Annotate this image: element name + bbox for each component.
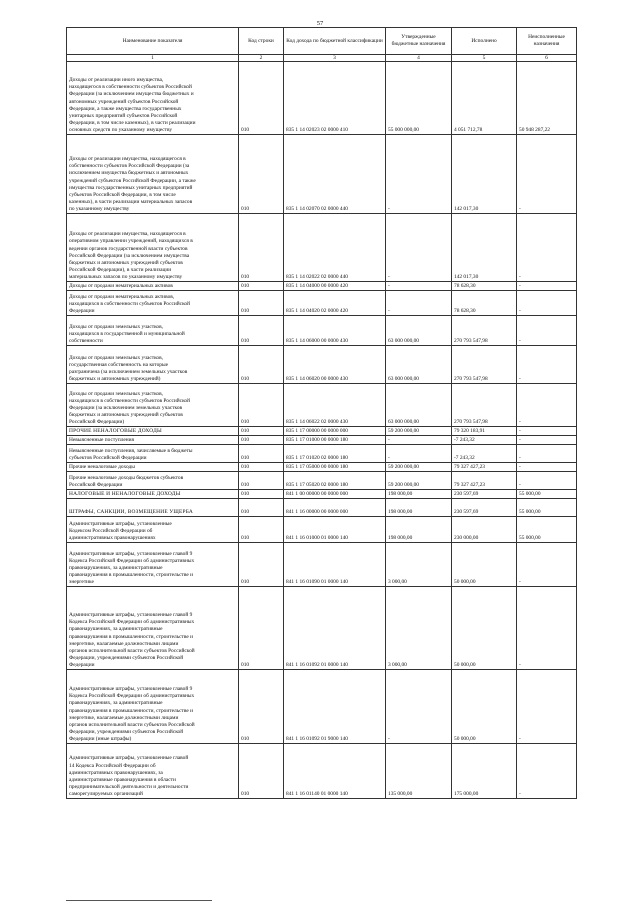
row-budget-code: 841 1 16 00000 00 0000 000	[284, 499, 386, 517]
row-approved: 3 000,00	[386, 543, 452, 587]
column-number: 2	[239, 55, 284, 62]
table-row	[67, 62, 577, 135]
header-name: Наименование показателя	[67, 28, 239, 55]
row-name: Невыясненные поступления, зачисляемые в бюджеты субъектов Российской Федерации	[67, 445, 239, 463]
row-executed: 50 000,00	[452, 587, 517, 670]
row-line-code: 010	[239, 427, 284, 436]
column-number: 4	[386, 55, 452, 62]
row-line-code: 010	[239, 62, 284, 135]
row-line-code: 010	[239, 499, 284, 517]
row-executed: 78 628,30	[452, 291, 517, 316]
footnote-divider	[66, 900, 212, 901]
row-executed: 79 327 427,23	[452, 463, 517, 472]
column-number: 6	[517, 55, 577, 62]
table-row	[67, 282, 577, 291]
table-row	[67, 316, 577, 346]
table-row	[67, 490, 577, 499]
row-executed: 50 000,00	[452, 543, 517, 587]
table-row	[67, 427, 577, 436]
row-budget-code: 841 1 16 01000 01 0000 140	[284, 517, 386, 543]
column-number: 1	[67, 55, 239, 62]
row-name: Доходы от продажи земельных участков, находящихся в государственной и муниципальной собственности	[67, 316, 239, 346]
table-row	[67, 291, 577, 316]
row-budget-code: 835 1 17 00000 00 0000 000	[284, 427, 386, 436]
row-name: ПРОЧИЕ НЕНАЛОГОВЫЕ ДОХОДЫ	[67, 427, 239, 436]
row-approved: 198 000,00	[386, 517, 452, 543]
row-name: Доходы от продажи земельных участков, государственная собственность на которые разграничена (за исключением земельных участков бюджетных и автономных учреждений)	[67, 346, 239, 384]
row-budget-code: 835 1 14 04020 02 0000 420	[284, 291, 386, 316]
row-executed: 230 597,69	[452, 490, 517, 499]
page-number: 57	[316, 20, 324, 27]
row-line-code: 010	[239, 472, 284, 490]
row-line-code: 010	[239, 346, 284, 384]
row-unexecuted: -	[517, 316, 577, 346]
row-approved: 198 000,00	[386, 499, 452, 517]
row-name: ШТРАФЫ, САНКЦИИ, ВОЗМЕЩЕНИЕ УЩЕРБА	[67, 499, 239, 517]
row-executed: 50 000,00	[452, 670, 517, 744]
row-line-code: 010	[239, 282, 284, 291]
row-unexecuted: 55 000,00	[517, 490, 577, 499]
row-line-code: 010	[239, 587, 284, 670]
row-executed: 78 628,30	[452, 282, 517, 291]
row-unexecuted: -	[517, 346, 577, 384]
header-executed: Исполнено	[452, 28, 517, 55]
table-row	[67, 744, 577, 799]
table-row	[67, 463, 577, 472]
row-budget-code: 841 1 00 00000 00 0000 000	[284, 490, 386, 499]
row-approved: -	[386, 282, 452, 291]
header-line-code: Код строки	[239, 28, 284, 55]
row-budget-code: 835 1 14 02070 02 0000 440	[284, 135, 386, 214]
row-executed: 4 051 712,78	[452, 62, 517, 135]
row-executed: 270 793 547,98	[452, 384, 517, 427]
row-unexecuted: -	[517, 282, 577, 291]
table-row	[67, 445, 577, 463]
header-unexecuted: Неисполненные назначения	[517, 28, 577, 55]
table-row	[67, 517, 577, 543]
row-name: Невыясненные поступления	[67, 436, 239, 445]
row-budget-code: 841 1 16 01092 01 0000 140	[284, 587, 386, 670]
row-unexecuted: -	[517, 384, 577, 427]
row-unexecuted: -	[517, 744, 577, 799]
row-line-code: 010	[239, 744, 284, 799]
row-line-code: 010	[239, 670, 284, 744]
row-name: Административные штрафы, установленные Кодексом Российской Федерации об административных правонарушениях	[67, 517, 239, 543]
report-table	[66, 27, 577, 799]
row-name: Административные штрафы, установленные главой 14 Кодекса Российской Федерации об административных правонарушениях, за административные правонарушения в области предпринимательской деятельности и деятельности саморегулируемых организаций	[67, 744, 239, 799]
header-approved: Утвержденные бюджетные назначения	[386, 28, 452, 55]
row-executed: -7 243,32	[452, 436, 517, 445]
row-approved: -	[386, 436, 452, 445]
row-line-code: 010	[239, 384, 284, 427]
table-row	[67, 384, 577, 427]
row-approved: 55 000 000,00	[386, 62, 452, 135]
row-unexecuted: 50 948 287,22	[517, 62, 577, 135]
row-unexecuted: -	[517, 135, 577, 214]
row-line-code: 010	[239, 517, 284, 543]
row-budget-code: 835 1 14 06022 02 0000 430	[284, 384, 386, 427]
row-executed: 230 597,69	[452, 499, 517, 517]
row-approved: -	[386, 291, 452, 316]
row-approved: 59 200 000,00	[386, 463, 452, 472]
row-name: Административные штрафы, установленные главой 9 Кодекса Российской Федерации об административных правонарушениях, за административные правонарушения в промышленности, строительстве и энергетике	[67, 543, 239, 587]
row-approved: -	[386, 214, 452, 282]
row-executed: 142 017,30	[452, 135, 517, 214]
row-approved: 59 200 000,00	[386, 427, 452, 436]
row-budget-code: 835 1 14 02022 02 0000 440	[284, 214, 386, 282]
row-unexecuted: -	[517, 214, 577, 282]
table-row	[67, 670, 577, 744]
row-approved: -	[386, 445, 452, 463]
row-unexecuted: -	[517, 427, 577, 436]
row-executed: 79 327 427,23	[452, 472, 517, 490]
row-unexecuted: -	[517, 587, 577, 670]
row-budget-code: 841 1 16 01090 01 0000 140	[284, 543, 386, 587]
row-approved: -	[386, 670, 452, 744]
row-budget-code: 841 1 16 01140 01 0000 140	[284, 744, 386, 799]
row-unexecuted: -	[517, 472, 577, 490]
row-unexecuted: -	[517, 445, 577, 463]
row-executed: 230 000,00	[452, 517, 517, 543]
column-number-row	[67, 55, 577, 62]
row-approved: -	[386, 135, 452, 214]
row-unexecuted: 55 000,00	[517, 517, 577, 543]
row-approved: 63 000 000,00	[386, 346, 452, 384]
row-approved: 59 200 000,00	[386, 472, 452, 490]
row-unexecuted: -	[517, 670, 577, 744]
row-name: Административные штрафы, установленные главой 9 Кодекса Российской Федерации об административных правонарушениях, за административные правонарушения в промышленности, строительстве и энергетике, налагаемые должностными лицами органов исполнительной власти субъектов Российской Федерации, учреждениями субъектов Российской Федерации (иные штрафы)	[67, 670, 239, 744]
table-row	[67, 543, 577, 587]
table-row	[67, 346, 577, 384]
row-line-code: 010	[239, 445, 284, 463]
row-line-code: 010	[239, 135, 284, 214]
row-line-code: 010	[239, 214, 284, 282]
table-row	[67, 499, 577, 517]
column-number: 3	[284, 55, 386, 62]
row-budget-code: 841 1 16 01092 01 9000 140	[284, 670, 386, 744]
table-row	[67, 436, 577, 445]
row-approved: 198 000,00	[386, 490, 452, 499]
table-row	[67, 135, 577, 214]
row-unexecuted: -	[517, 436, 577, 445]
row-executed: -7 243,32	[452, 445, 517, 463]
row-unexecuted: 55 000,00	[517, 499, 577, 517]
table-body	[67, 62, 577, 799]
row-name: Прочие неналоговые доходы	[67, 463, 239, 472]
row-name: Доходы от продажи нематериальных активов, находящихся в собственности субъектов Российской Федерации	[67, 291, 239, 316]
header-budget-code: Код дохода по бюджетной классификации	[284, 28, 386, 55]
row-unexecuted: -	[517, 463, 577, 472]
row-line-code: 010	[239, 543, 284, 587]
table-row	[67, 587, 577, 670]
row-budget-code: 835 1 17 05020 02 0000 180	[284, 472, 386, 490]
row-executed: 270 793 547,98	[452, 316, 517, 346]
row-executed: 79 320 183,91	[452, 427, 517, 436]
row-budget-code: 835 1 14 02023 02 0000 410	[284, 62, 386, 135]
row-name: Доходы от реализации имущества, находящегося в оперативном управлении учреждений, находящихся в ведении органов государственной власти субъектов Российской Федерации (за исключением имущества бюджетных и автономных учреждений субъектов Российской Федерации), в части реализации материальных запасов по указанному имуществу	[67, 214, 239, 282]
row-executed: 142 017,30	[452, 214, 517, 282]
row-approved: 3 000,00	[386, 587, 452, 670]
row-budget-code: 835 1 14 04000 00 0000 420	[284, 282, 386, 291]
row-budget-code: 835 1 14 06000 00 0000 430	[284, 316, 386, 346]
column-number: 5	[452, 55, 517, 62]
table-row	[67, 472, 577, 490]
row-line-code: 010	[239, 463, 284, 472]
row-name: Доходы от продажи нематериальных активов	[67, 282, 239, 291]
row-unexecuted: -	[517, 291, 577, 316]
row-executed: 270 793 547,98	[452, 346, 517, 384]
row-approved: 63 000 000,00	[386, 384, 452, 427]
row-line-code: 010	[239, 490, 284, 499]
row-budget-code: 835 1 14 06020 00 0000 430	[284, 346, 386, 384]
row-approved: 63 000 000,00	[386, 316, 452, 346]
row-unexecuted: -	[517, 543, 577, 587]
row-budget-code: 835 1 17 05000 00 0000 180	[284, 463, 386, 472]
row-name: Прочие неналоговые доходы бюджетов субъектов Российской Федерации	[67, 472, 239, 490]
row-line-code: 010	[239, 316, 284, 346]
table-row	[67, 214, 577, 282]
row-line-code: 010	[239, 291, 284, 316]
row-name: Административные штрафы, установленные главой 9 Кодекса Российской Федерации об административных правонарушениях, за административные правонарушения в промышленности, строительстве и энергетике, налагаемые должностными лицами органов исполнительной власти субъектов Российской Федерации, учреждениями субъектов Российской Федерации	[67, 587, 239, 670]
row-line-code: 010	[239, 436, 284, 445]
row-name: НАЛОГОВЫЕ И НЕНАЛОГОВЫЕ ДОХОДЫ	[67, 490, 239, 499]
row-name: Доходы от реализации имущества, находящегося в собственности субъектов Российской Федерации (за исключением имущества бюджетных и автономных учреждений субъектов Российской Федерации, а также имущества государственных унитарных предприятий субъектов Российской Федерации, в том числе казенных), в части реализации материальных запасов по указанному имуществу	[67, 135, 239, 214]
row-name: Доходы от реализации иного имущества, находящегося в собственности субъектов Российской Федерации (за исключением имущества бюджетных и автономных учреждений субъектов Российской Федерации, а также имущества государственных унитарных предприятий субъектов Российской Федерации, в том числе казенных), в части реализации основных средств по указанному имуществу	[67, 62, 239, 135]
row-name: Доходы от продажи земельных участков, находящихся в собственности субъектов Российской Федерации (за исключением земельных участков бюджетных и автономных учреждений субъектов Российской Федерации)	[67, 384, 239, 427]
row-approved: 135 000,00	[386, 744, 452, 799]
row-executed: 175 000,00	[452, 744, 517, 799]
row-budget-code: 835 1 17 01000 00 0000 180	[284, 436, 386, 445]
row-budget-code: 835 1 17 01020 02 0000 180	[284, 445, 386, 463]
header-row	[67, 28, 577, 55]
